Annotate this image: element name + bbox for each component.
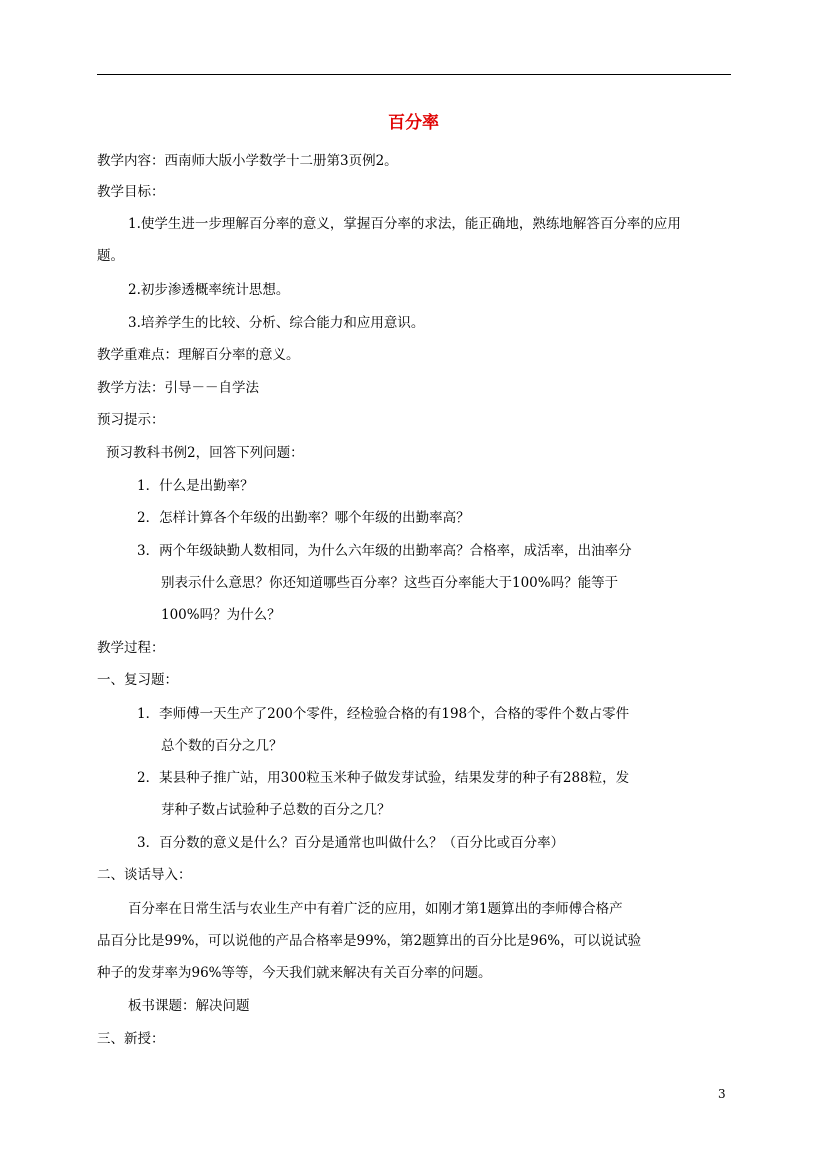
text-line: 别表示什么意思？你还知道哪些百分率？这些百分率能大于100%吗？能等于 [161, 575, 619, 591]
text-line: 教学方法：引导－－自学法 [97, 380, 259, 396]
text-line: 3.培养学生的比较、分析、综合能力和应用意识。 [128, 315, 425, 331]
section-heading: 三、新授： [97, 1031, 165, 1047]
section-heading: 二、谈话导入： [97, 867, 192, 883]
header-rule [97, 74, 731, 75]
text-line: 教学过程： [97, 640, 165, 656]
page-title: 百分率 [388, 113, 439, 133]
text-line: 预习提示： [97, 412, 165, 428]
paragraph-line: 种子的发芽率为96%等等，今天我们就来解决有关百分率的问题。 [97, 965, 492, 981]
text-line: 教学内容：西南师大版小学数学十二册第3页例2。 [97, 153, 398, 169]
list-item: 3．百分数的意义是什么？百分是通常也叫做什么？（百分比或百分率） [137, 835, 565, 851]
paragraph-line: 百分率在日常生活与农业生产中有着广泛的应用，如刚才第1题算出的李师傅合格产 [128, 901, 623, 917]
text-line: 教学重难点：理解百分率的意义。 [97, 347, 300, 363]
section-heading: 一、复习题： [97, 672, 178, 688]
list-item: 1．李师傅一天生产了200个零件，经检验合格的有198个，合格的零件个数占零件 [137, 706, 630, 722]
text-line: 预习教科书例2，回答下列问题： [106, 445, 304, 461]
text-line: 芽种子数占试验种子总数的百分之几？ [161, 802, 391, 818]
text-line: 板书课题：解决问题 [128, 998, 250, 1014]
text-line: 2.初步渗透概率统计思想。 [128, 282, 290, 298]
text-line: 题。 [97, 248, 124, 264]
page-number: 3 [718, 1087, 726, 1101]
text-line: 总个数的百分之几？ [161, 738, 283, 754]
list-item: 3．两个年级缺勤人数相同，为什么六年级的出勤率高？合格率，成活率，出油率分 [137, 543, 632, 559]
list-item: 2．怎样计算各个年级的出勤率？哪个年级的出勤率高？ [137, 510, 470, 526]
list-item: 1．什么是出勤率？ [137, 478, 254, 494]
text-line: 教学目标： [97, 184, 165, 200]
list-item: 2．某县种子推广站，用300粒玉米种子做发芽试验，结果发芽的种子有288粒，发 [137, 770, 630, 786]
text-line: 100%吗？为什么？ [161, 607, 281, 623]
paragraph-line: 品百分比是99%，可以说他的产品合格率是99%，第2题算出的百分比是96%，可以说试验 [97, 933, 642, 949]
text-line: 1.使学生进一步理解百分率的意义，掌握百分率的求法，能正确地，熟练地解答百分率的应用 [128, 216, 681, 232]
